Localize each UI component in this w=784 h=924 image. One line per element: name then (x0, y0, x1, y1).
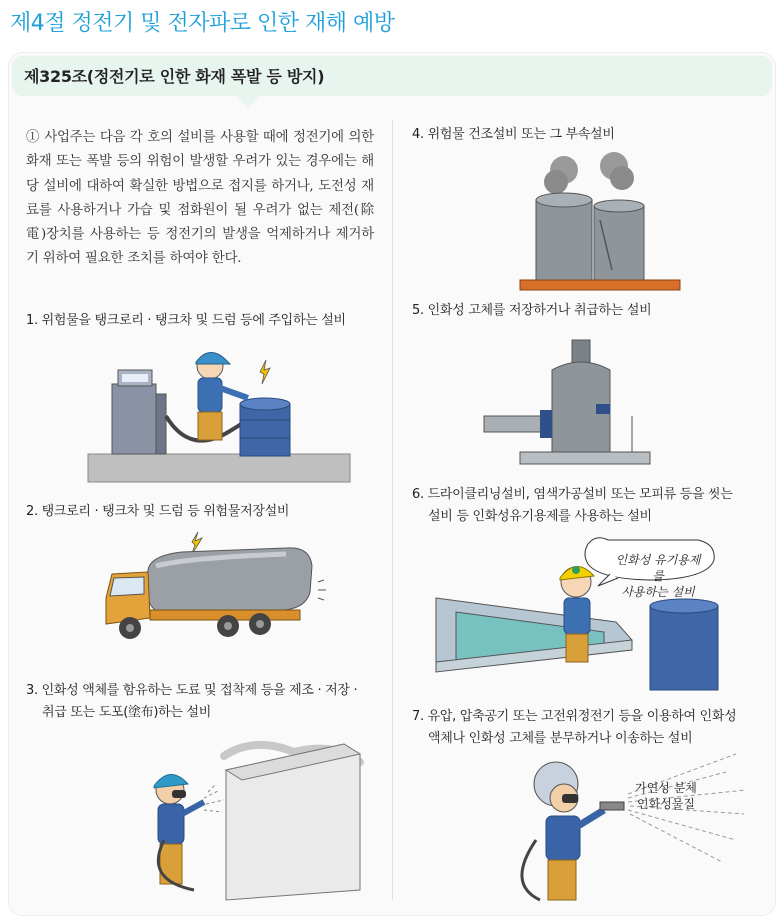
item-6-line1: 6. 드라이클리닝설비, 염색가공설비 또는 모피류 등을 씻는 (412, 487, 733, 502)
illustration-tank-truck (96, 532, 336, 652)
illustration-drum-filling (80, 336, 360, 486)
item-5 (412, 300, 651, 322)
item-1-text: 1. 위험물을 탱크로리 · 탱크차 및 드럼 등에 주입하는 설비 (26, 313, 346, 328)
illustration-spray-gun (496, 744, 756, 904)
item-7-line2: 액체나 인화성 고체를 분무하거나 이송하는 설비 (428, 731, 693, 746)
column-divider (392, 120, 393, 900)
section-title: 제4절 정전기 및 전자파로 인한 재해 예방 (10, 11, 395, 36)
speech-bubble (610, 552, 706, 600)
article-title: 제325조(정전기로 인한 화재 폭발 등 방지) (24, 67, 325, 86)
item-5-text: 5. 인화성 고체를 저장하거나 취급하는 설비 (412, 303, 652, 318)
item-4 (412, 124, 615, 146)
item-4-text: 4. 위험물 건조설비 또는 그 부속설비 (412, 127, 615, 142)
item-7-line1: 7. 유압, 압축공기 또는 고전위정전기 등을 이용하여 인화성 (412, 709, 737, 724)
illustration-solid-storage (480, 340, 660, 475)
item-3-line1: 3. 인화성 액체를 함유하는 도료 및 접착제 등을 제조 · 저장 · (26, 683, 358, 698)
spray-label (626, 780, 706, 812)
item-6 (412, 484, 733, 528)
item-1 (26, 310, 346, 332)
item-3-line2: 취급 또는 도포(塗布)하는 설비 (42, 705, 212, 720)
item-2 (26, 501, 289, 523)
item-3 (26, 680, 357, 724)
speech-bubble-line1: 인화성 유기용제를 (615, 553, 701, 583)
illustration-spray-painter (134, 740, 364, 900)
item-6-line2: 설비 등 인화성유기용제를 사용하는 설비 (428, 509, 652, 524)
item-2-text: 2. 탱크로리 · 탱크차 및 드럼 등 위험물저장설비 (26, 504, 290, 519)
illustration-drying-silos (516, 150, 686, 290)
article-header-pointer (236, 96, 260, 108)
spray-label-line1: 가연성 분체 (635, 781, 697, 795)
spray-label-line2: 인화성물질 (637, 797, 695, 811)
speech-bubble-line2: 사용하는 설비 (621, 585, 695, 599)
intro-paragraph: ① 사업주는 다음 각 호의 설비를 사용할 때에 정전기에 의한 화재 또는 폭발 등의 위험이 발생할 우려가 있는 경우에는 해당 설비에 대하여 확실한 방법으로 접지를 하거나, 도전성 재료를 사용하거나 가습 및 점화원이 될 우려가 없는 제전(除電)장치를 사용하는 등 정전기의 발생을 억제하거나 제거하기 위하여 필요한 조치를 하여야 한다. (26, 130, 374, 267)
